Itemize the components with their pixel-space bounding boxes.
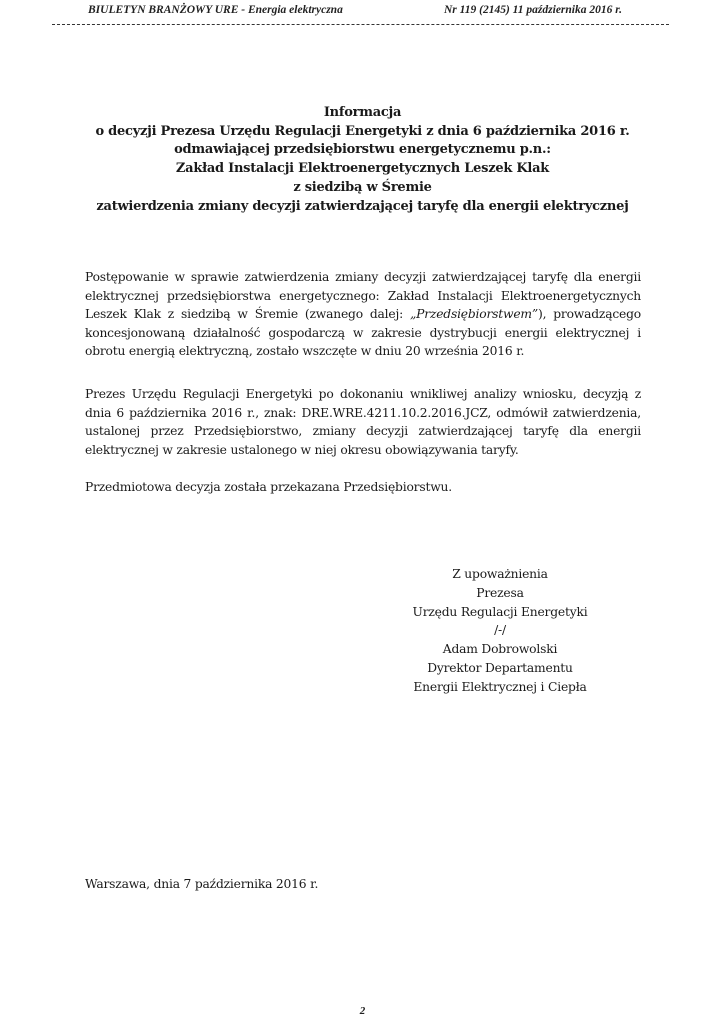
signature-office: Urzędu Regulacji Energetyki [412,604,588,619]
signatory-position: Dyrektor Departamentu [427,660,573,675]
paragraph-1-text-end: ), prowadzącego koncesjonowaną działalność gospodarczą w zakresie dystrybucji energii elektrycznej i obrotu energią elektryczną, zostało wszczęte w dniu 20 września 2016 r. [85,307,641,359]
signature-block [400,565,600,697]
paragraph-1-defined-term: „Przedsiębiorstwem” [410,307,538,322]
title-line-3: odmawiającej przedsiębiorstwu energetycznemu p.n.: [174,142,551,158]
signatory-department: Energii Elektrycznej i Ciepła [413,679,587,694]
issue-number-date: Nr 119 (2145) 11 października 2016 r. [444,4,622,16]
page-number: 2 [359,1005,366,1017]
paragraph-1-text-start: Postępowanie w sprawie zatwierdzenia zmiany decyzji zatwierdzającej taryfę dla energii elektrycznej przedsiębiorstwa energetycznego: Zakład Instalacji Elektroenergetycznych Leszek Klak z siedzibą w Śremie (zwanego dalej: [85,270,641,322]
title-line-6: zatwierdzenia zmiany decyzji zatwierdzającej taryfę dla energii elektrycznej [96,198,629,214]
signature-authorization: Z upoważnienia [452,567,548,581]
title-line-1: Informacja [323,105,402,120]
signature-on-behalf-of: Prezesa [476,585,524,600]
title-line-4: Zakład Instalacji Elektroenergetycznych Leszek Klak [175,161,550,177]
title-line-2: o decyzji Prezesa Urzędu Regulacji Energetyki z dnia 6 października 2016 r. [95,123,630,139]
running-header [0,4,725,20]
paragraph-decision: Prezes Urzędu Regulacji Energetyki po dokonaniu wnikliwej analizy wniosku, decyzją z dnia 6 października 2016 r., znak: DRE.WRE.4211.10.2.2016.JCZ, odmówił zatwierdzenia, ustalonej przez Przedsiębiorstwo, zmiany decyzji zatwierdzającej taryfę dla energii elektrycznej w zakresie ustalonego w niej okresu obowiązywania taryfy. [85,387,641,457]
paragraph-delivery: Przedmiotowa decyzja została przekazana Przedsiębiorstwu. [85,480,452,494]
signatory-name: Adam Dobrowolski [442,642,558,657]
place-and-date: Warszawa, dnia 7 października 2016 r. [85,877,319,891]
title-line-5: z siedzibą w Śremie [293,179,432,195]
document-title [60,104,665,216]
paragraph-proceedings [85,268,641,361]
signature-mark: /-/ [494,623,506,638]
header-divider [52,24,669,25]
bulletin-title: BIULETYN BRANŻOWY URE - Energia elektryczna [88,4,343,16]
